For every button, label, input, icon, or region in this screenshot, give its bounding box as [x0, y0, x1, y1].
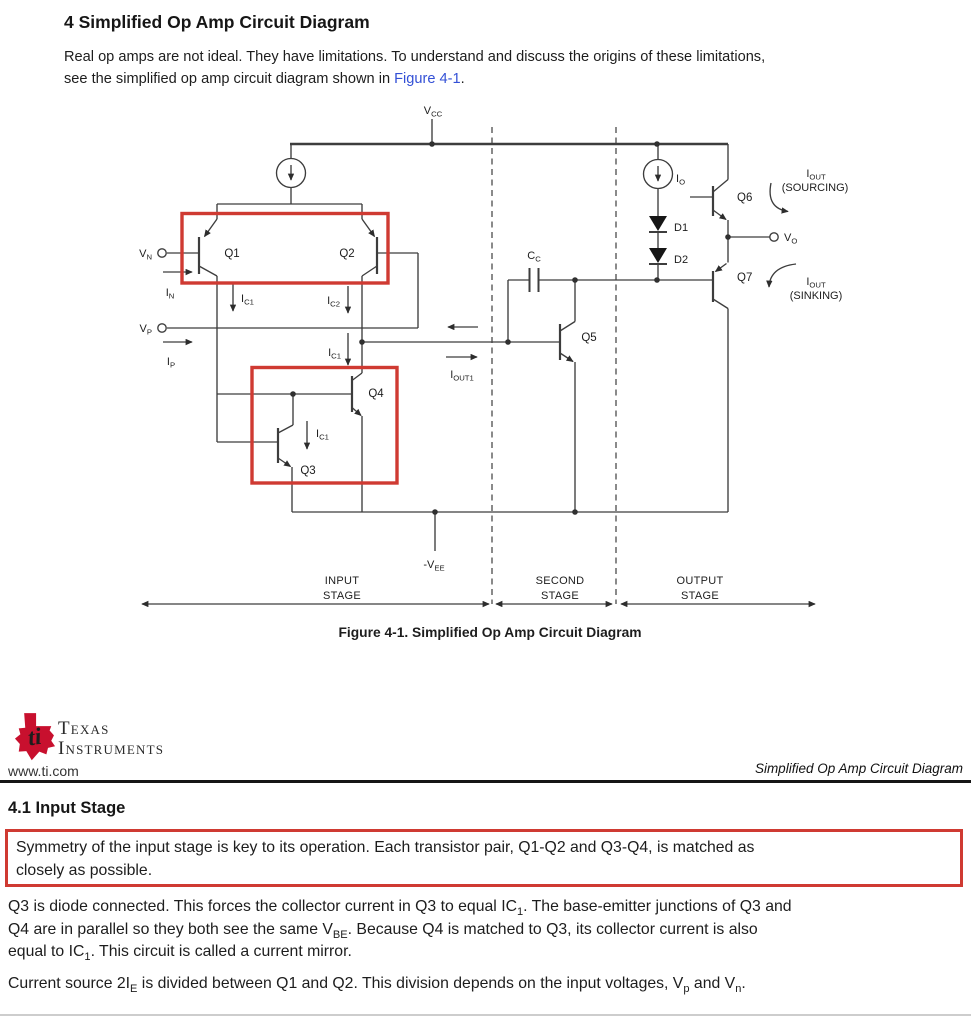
header-rule	[0, 780, 971, 783]
label-q4: Q4	[368, 388, 384, 400]
tail-current-source-icon	[277, 144, 306, 204]
label-iout-sourcing: $I_{OUT}$	[806, 168, 826, 182]
label-d1: D1	[674, 222, 689, 234]
label-q3: Q3	[300, 465, 316, 477]
website-url[interactable]: www.ti.com	[8, 763, 79, 779]
transistor-q6-icon	[690, 144, 728, 237]
brand-name	[58, 719, 164, 758]
doc-title: Simplified Op Amp Circuit Diagram	[754, 761, 963, 776]
transistor-q4-icon	[352, 373, 362, 512]
label-iout1: $I_{OUT1}$	[450, 369, 474, 383]
iout-sinking-arrow	[769, 264, 796, 287]
highlight-box	[5, 829, 963, 887]
label-ic1-b: $I_{C1}$	[328, 347, 341, 361]
label-vn: $V_N$	[139, 248, 152, 262]
label-ic2: $I_{C2}$	[327, 295, 340, 309]
paragraph-current-source: Current source $2I_E$ is divided between Q1 and Q2. This division depends on the input voltages, $V_p$ and $V_n$.	[8, 975, 746, 996]
label-vp: $V_P$	[139, 323, 152, 337]
label-sourcing: (SOURCING)	[781, 182, 849, 194]
circuit-wires	[139, 119, 815, 604]
label-q6: Q6	[737, 192, 753, 204]
intro-paragraph: Real op amps are not ideal. They have limitations. To understand and discuss the origins of these limitations, see the simplified op amp circuit diagram shown in Figure 4-1.	[64, 49, 766, 87]
input-stage-heading: 4.1 Input Stage	[8, 799, 126, 817]
stage-label-second-1: SECOND	[535, 575, 585, 587]
brand-line-1: Texas	[58, 718, 110, 739]
label-d2: D2	[674, 254, 689, 266]
transistor-q7-icon	[713, 237, 728, 512]
label-q5: Q5	[581, 332, 597, 344]
stage-label-input-1: INPUT	[324, 575, 360, 587]
paragraph-current-mirror: Q3 is diode connected. This forces the collector current in Q3 to equal $IC_1$. The base-emitter junctions of Q3 and Q4 are in parallel so they both see the same $V_{BE}$. Because Q4 is matched to Q3, its collector current is also equal to $IC_1$. This circuit is called a current mirror.	[8, 898, 792, 964]
label-io: $I_O$	[676, 173, 686, 187]
label-in: $I_N$	[165, 287, 175, 301]
label-q7: Q7	[737, 272, 753, 284]
vn-terminal-icon	[158, 249, 166, 257]
section-heading: 4 Simplified Op Amp Circuit Diagram	[64, 12, 370, 32]
label-vee: $-V_{EE}$	[423, 559, 445, 573]
label-iout-sinking: $I_{OUT}$	[806, 276, 826, 290]
bottom-divider	[0, 1014, 971, 1016]
circuit-figure	[0, 95, 971, 655]
stage-label-output-2: STAGE	[681, 590, 719, 602]
transistor-q2-icon	[362, 219, 418, 328]
ti-logo-icon	[10, 711, 60, 763]
label-vo: $V_O$	[784, 232, 798, 246]
highlight-text: Symmetry of the input stage is key to its operation. Each transistor pair, Q1-Q2 and Q3-Q4, is matched as closely as possible.	[16, 839, 755, 879]
label-ip: $I_P$	[166, 356, 176, 370]
transistor-q1-icon	[167, 219, 217, 276]
io-current-source-icon	[644, 144, 673, 216]
stage-label-input-2: STAGE	[323, 590, 361, 602]
label-cc: $C_C$	[527, 250, 541, 264]
label-ic1-a: $I_{C1}$	[241, 293, 254, 307]
diode-d1-icon	[649, 216, 667, 232]
vp-terminal-icon	[158, 324, 166, 332]
annotation-box-q3-q4	[252, 368, 397, 484]
figure-caption: Figure 4-1. Simplified Op Amp Circuit Diagram	[338, 625, 642, 640]
figure-link[interactable]: Figure 4-1	[394, 71, 461, 87]
label-q2: Q2	[339, 248, 355, 260]
label-q1: Q1	[224, 248, 240, 260]
diode-d2-icon	[649, 248, 667, 264]
transistor-q3-icon	[217, 425, 293, 512]
brand-line-2: Instruments	[58, 738, 165, 759]
stage-label-output-1: OUTPUT	[676, 575, 724, 587]
stage-label-second-2: STAGE	[541, 590, 579, 602]
vo-terminal-icon	[770, 233, 778, 241]
label-ic1-c: $I_{C1}$	[316, 428, 329, 442]
label-sinking: (SINKING)	[789, 290, 843, 302]
label-vcc: $V_{CC}$	[423, 105, 443, 119]
ti-monogram: ti	[26, 723, 44, 752]
stage-labels	[323, 575, 724, 602]
transistor-q5-icon	[560, 280, 575, 512]
capacitor-cc-icon	[508, 268, 575, 342]
